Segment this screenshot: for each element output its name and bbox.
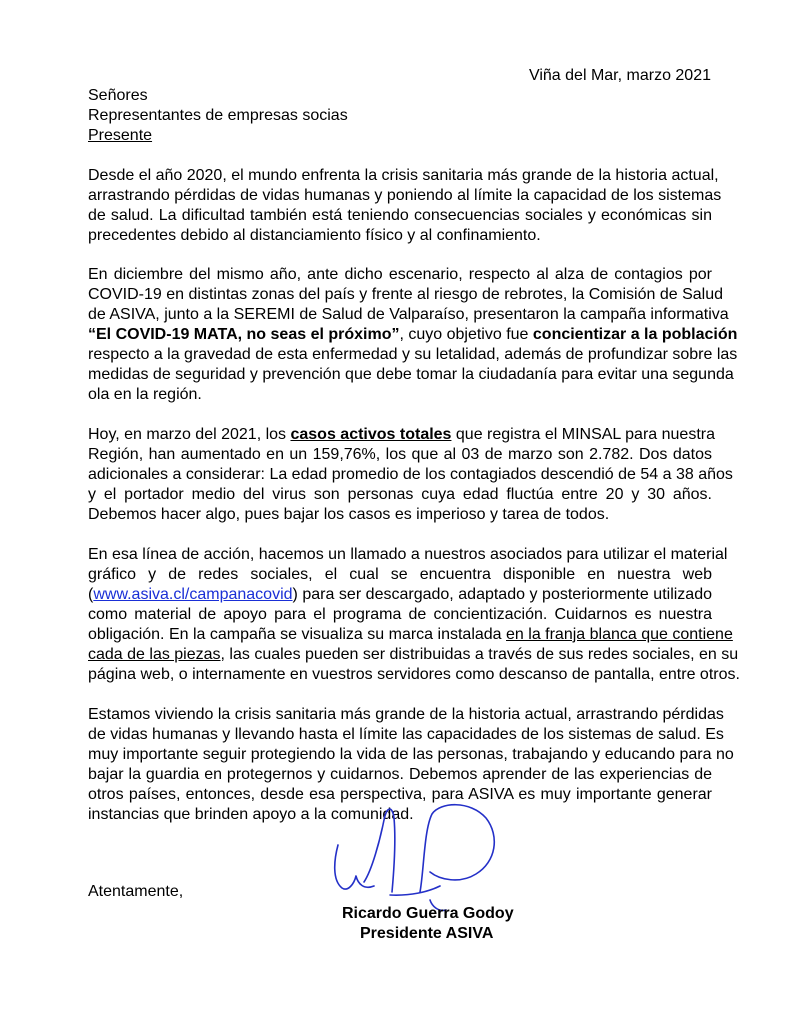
text-line: medidas de seguridad y prevención que debe tomar la ciudadanía para evitar una segunda: [88, 366, 734, 383]
salutation: Señores: [88, 87, 148, 104]
letter-date: Viña del Mar, marzo 2021: [528, 67, 711, 84]
text-span: Hoy, en marzo del 2021, los: [88, 426, 291, 443]
text-line: En diciembre del mismo año, ante dicho escenario, respecto al alza de contagios por: [88, 266, 712, 283]
underlined-text: cada de las piezas: [88, 646, 221, 663]
signature-stroke: [364, 809, 395, 892]
text-line: [88, 625, 733, 645]
text-line: respecto a la gravedad de esta enfermedad y su letalidad, además de profundizar sobre las: [88, 346, 738, 363]
text-line: bajar la guardia en protegernos y cuidarnos. Debemos aprender de las experiencias de: [88, 766, 712, 783]
text-span: ) para ser descargado, adaptado y posteriormente utilizado: [292, 586, 712, 603]
text-line: adicionales a considerar: La edad promedio de los contagiados descendió de 54 a 38 años: [88, 466, 733, 483]
signature-stroke: [420, 805, 494, 892]
campaign-name: “El COVID-19 MATA, no seas el próximo”: [88, 326, 400, 343]
text-line: [88, 325, 738, 345]
text-span: que registra el MINSAL para nuestra: [451, 426, 715, 443]
text-line: [88, 585, 712, 605]
text-line: otros países, entonces, desde esa perspectiva, para ASIVA es muy importante generar: [88, 786, 712, 803]
handwritten-signature: [320, 800, 520, 920]
text-line: Desde el año 2020, el mundo enfrenta la crisis sanitaria más grande de la historia actual,: [88, 167, 719, 184]
present-label: Presente: [88, 127, 153, 144]
text-line: arrastrando pérdidas de vidas humanas y poniendo al límite la capacidad de los sistemas: [88, 187, 722, 204]
text-line: de ASIVA, junto a la SEREMI de Salud de Valparaíso, presentaron la campaña informativa: [88, 306, 729, 323]
campaign-link[interactable]: www.asiva.cl/campanacovid: [93, 586, 293, 603]
text-line: Estamos viviendo la crisis sanitaria más grande de la historia actual, arrastrando pérdidas: [88, 706, 724, 723]
text-line: y el portador medio del virus son personas cuya edad fluctúa entre 20 y 30 años.: [88, 486, 712, 503]
text-line: gráfico y de redes sociales, el cual se encuentra disponible en nuestra web: [88, 566, 712, 583]
signature-stroke: [335, 845, 374, 889]
text-span: obligación. En la campaña se visualiza su marca instalada: [88, 626, 507, 643]
text-line: de salud. La dificultad también está teniendo consecuencias sociales y económicas sin: [88, 207, 712, 224]
closing-greeting: Atentamente,: [88, 883, 184, 900]
text-line: como material de apoyo para el programa de concientización. Cuidarnos es nuestra: [88, 606, 712, 623]
text-line: precedentes debido al distanciamiento físico y al confinamiento.: [88, 227, 541, 244]
text-line: muy importante seguir protegiendo la vida de las personas, trabajando y educando para no: [88, 746, 734, 763]
text-line: de vidas humanas y llevando hasta el límite las capacidades de los sistemas de salud. Es: [88, 726, 724, 743]
text-span: , cuyo objetivo fue: [399, 326, 533, 343]
text-line: COVID-19 en distintas zonas del país y frente al riesgo de rebrotes, la Comisión de Salud: [88, 286, 723, 303]
text-line: Región, han aumentado en un 159,76%, los que al 03 de marzo son 2.782. Dos datos: [88, 446, 712, 463]
text-span: , las cuales pueden ser distribuidas a través de sus redes sociales, en su: [220, 646, 739, 663]
text-line: En esa línea de acción, hacemos un llamado a nuestros asociados para utilizar el material: [88, 546, 728, 563]
text-line: ola en la región.: [88, 386, 202, 403]
text-line: [88, 645, 739, 665]
underlined-text: en la franja blanca que contiene: [506, 626, 733, 643]
text-line: instancias que brinden apoyo a la comunidad.: [88, 806, 414, 823]
signature-stroke: [390, 886, 440, 895]
text-span: (: [88, 586, 94, 603]
text-line: [88, 425, 715, 445]
recipients: Representantes de empresas socias: [88, 107, 348, 124]
text-line: Debemos hacer algo, pues bajar los casos es imperioso y tarea de todos.: [88, 506, 610, 523]
signer-title: Presidente ASIVA: [360, 925, 494, 942]
text-line: página web, o internamente en vuestros servidores como descanso de pantalla, entre otros.: [88, 666, 740, 683]
campaign-goal: concientizar a la población: [532, 326, 738, 343]
signer-name: Ricardo Guerra Godoy: [342, 905, 514, 922]
active-cases-highlight: casos activos totales: [290, 426, 452, 443]
